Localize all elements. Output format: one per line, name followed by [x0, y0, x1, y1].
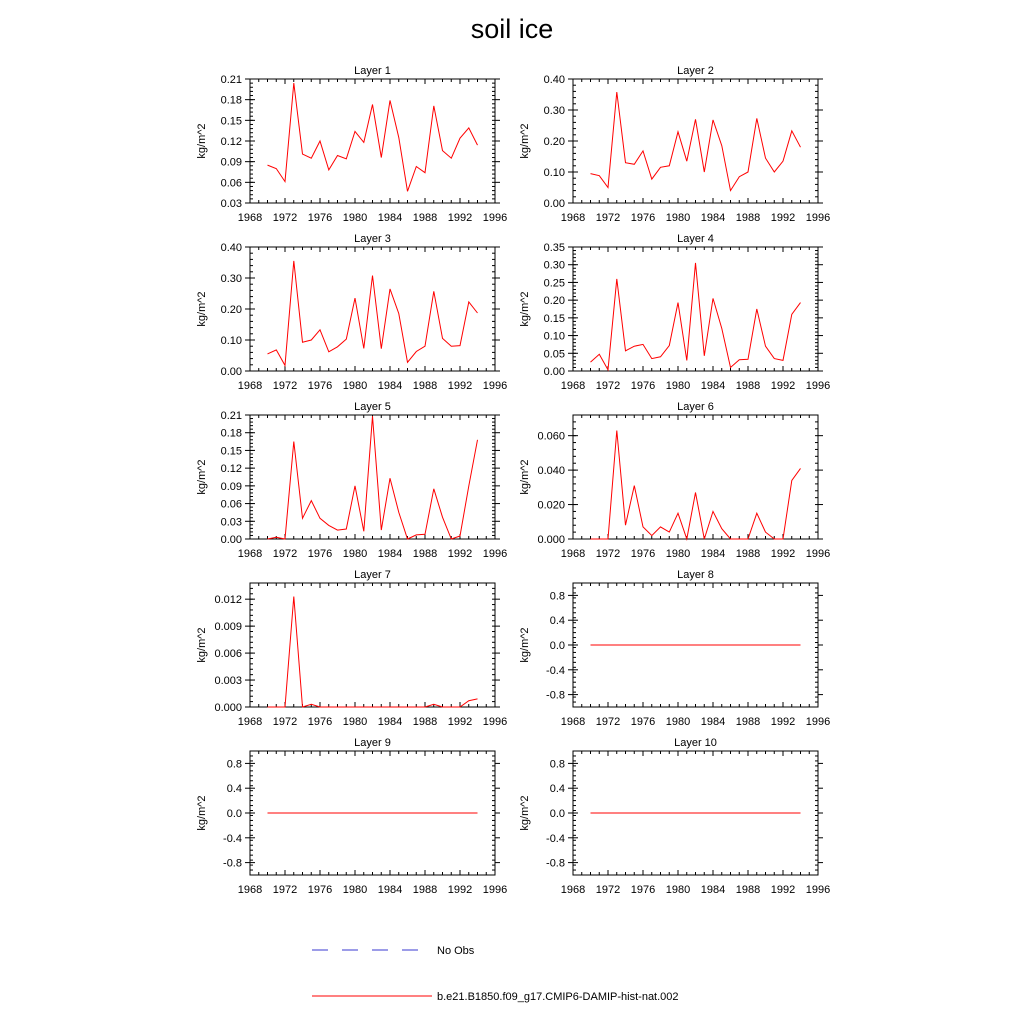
y-tick-label: 0.06 [220, 498, 242, 511]
y-tick-label: 0.8 [226, 758, 242, 771]
series-line [591, 92, 801, 191]
panel-title: Layer 4 [677, 233, 714, 245]
x-tick-label: 1992 [447, 212, 473, 224]
x-tick-label: 1980 [665, 380, 691, 392]
x-tick-label: 1988 [412, 884, 438, 896]
y-tick-label: 0.10 [220, 335, 242, 347]
x-tick-label: 1968 [237, 716, 263, 728]
panel-title: Layer 6 [677, 401, 714, 413]
x-tick-label: 1988 [735, 884, 761, 896]
x-tick-label: 1976 [630, 380, 656, 392]
x-tick-label: 1968 [560, 884, 586, 896]
series-line [268, 83, 478, 191]
x-tick-label: 1988 [735, 716, 761, 728]
x-tick-label: 1968 [560, 380, 586, 392]
y-tick-label: 0.0 [226, 808, 242, 820]
y-tick-label: 0.4 [549, 783, 565, 796]
y-axis-label: kg/m^2 [196, 459, 208, 495]
y-tick-label: 0.05 [543, 348, 565, 361]
y-tick-label: 0.03 [220, 516, 242, 529]
x-tick-label: 1968 [237, 212, 263, 224]
x-tick-label: 1972 [272, 716, 298, 728]
y-tick-label: 0.40 [543, 74, 565, 86]
plot-frame [573, 79, 818, 203]
x-tick-label: 1976 [307, 884, 333, 896]
panel-title: Layer 7 [354, 569, 391, 581]
x-tick-label: 1976 [307, 716, 333, 728]
y-tick-label: 0.003 [214, 675, 242, 688]
x-tick-label: 1976 [307, 212, 333, 224]
y-tick-label: 0.21 [220, 410, 242, 422]
panel-layer-5 [196, 401, 507, 560]
page-title: soil ice [470, 14, 554, 44]
x-tick-label: 1976 [630, 884, 656, 896]
panel-title: Layer 10 [674, 737, 717, 749]
x-tick-label: 1996 [805, 380, 831, 392]
x-tick-label: 1984 [700, 716, 726, 728]
y-tick-label: 0.000 [537, 534, 565, 546]
y-tick-label: -0.8 [546, 857, 565, 870]
panel-title: Layer 2 [677, 65, 714, 77]
x-tick-label: 1976 [630, 716, 656, 728]
y-tick-label: 0.00 [220, 534, 242, 546]
y-axis-label: kg/m^2 [519, 459, 531, 495]
y-tick-label: 0.06 [220, 177, 242, 190]
panel-layer-9 [196, 737, 507, 896]
y-tick-label: 0.000 [214, 702, 242, 714]
x-tick-label: 1988 [735, 380, 761, 392]
y-tick-label: 0.10 [543, 167, 565, 179]
y-tick-label: 0.18 [220, 94, 242, 107]
y-axis-label: kg/m^2 [196, 795, 208, 831]
series-line [268, 261, 478, 366]
x-tick-label: 1988 [735, 548, 761, 560]
y-tick-label: 0.03 [220, 198, 242, 210]
x-tick-label: 1992 [447, 884, 473, 896]
panel-layer-6 [519, 401, 830, 560]
x-tick-label: 1988 [412, 212, 438, 224]
panel-layer-10 [519, 737, 830, 896]
y-tick-label: 0.00 [543, 366, 565, 378]
y-tick-label: 0.15 [543, 312, 565, 325]
x-tick-label: 1996 [482, 716, 508, 728]
x-tick-label: 1984 [700, 380, 726, 392]
x-tick-label: 1988 [412, 716, 438, 728]
y-axis-label: kg/m^2 [519, 795, 531, 831]
y-tick-label: -0.8 [223, 857, 242, 870]
panel-title: Layer 1 [354, 65, 391, 77]
x-tick-label: 1968 [237, 548, 263, 560]
panel-layer-8 [519, 569, 830, 728]
x-tick-label: 1980 [665, 548, 691, 560]
y-tick-label: 0.009 [214, 621, 242, 634]
panel-layer-2 [519, 65, 830, 224]
y-tick-label: 0.4 [226, 783, 242, 796]
y-tick-label: 0.020 [537, 499, 565, 512]
series-line [591, 431, 801, 540]
y-tick-label: 0.8 [549, 590, 565, 603]
y-axis-label: kg/m^2 [196, 627, 208, 663]
x-tick-label: 1984 [377, 884, 403, 896]
panel-title: Layer 9 [354, 737, 391, 749]
x-tick-label: 1972 [272, 212, 298, 224]
x-tick-label: 1980 [342, 548, 368, 560]
x-tick-label: 1968 [560, 548, 586, 560]
x-tick-label: 1984 [377, 716, 403, 728]
x-tick-label: 1996 [482, 884, 508, 896]
x-tick-label: 1968 [560, 212, 586, 224]
x-tick-label: 1968 [237, 380, 263, 392]
y-tick-label: 0.21 [220, 74, 242, 86]
x-tick-label: 1996 [805, 548, 831, 560]
x-tick-label: 1984 [377, 380, 403, 392]
x-tick-label: 1992 [770, 884, 796, 896]
x-tick-label: 1980 [342, 212, 368, 224]
x-tick-label: 1980 [342, 380, 368, 392]
y-tick-label: 0.15 [220, 445, 242, 458]
series-line [268, 597, 478, 708]
y-tick-label: 0.40 [220, 242, 242, 254]
x-tick-label: 1988 [412, 380, 438, 392]
series-line [591, 263, 801, 370]
y-tick-label: 0.25 [543, 277, 565, 290]
y-axis-label: kg/m^2 [196, 291, 208, 327]
x-tick-label: 1992 [447, 716, 473, 728]
y-tick-label: -0.8 [546, 689, 565, 702]
x-tick-label: 1992 [447, 380, 473, 392]
y-tick-label: 0.15 [220, 115, 242, 128]
x-tick-label: 1984 [700, 884, 726, 896]
y-tick-label: 0.35 [543, 242, 565, 254]
x-tick-label: 1984 [700, 212, 726, 224]
x-tick-label: 1972 [595, 212, 621, 224]
y-tick-label: 0.20 [543, 136, 565, 148]
y-tick-label: 0.12 [220, 463, 242, 476]
y-tick-label: 0.0 [549, 640, 565, 652]
x-tick-label: 1980 [665, 212, 691, 224]
x-tick-label: 1972 [595, 380, 621, 392]
y-axis-label: kg/m^2 [519, 123, 531, 159]
panel-title: Layer 3 [354, 233, 391, 245]
y-tick-label: 0.20 [220, 304, 242, 316]
x-tick-label: 1980 [665, 716, 691, 728]
y-tick-label: -0.4 [223, 832, 242, 845]
y-tick-label: 0.30 [543, 105, 565, 117]
y-axis-label: kg/m^2 [519, 627, 531, 663]
x-tick-label: 1972 [595, 716, 621, 728]
plot-frame [250, 247, 495, 371]
x-tick-label: 1972 [595, 548, 621, 560]
x-tick-label: 1992 [770, 716, 796, 728]
y-axis-label: kg/m^2 [519, 291, 531, 327]
x-tick-label: 1992 [770, 548, 796, 560]
panel-title: Layer 5 [354, 401, 391, 413]
x-tick-label: 1984 [377, 212, 403, 224]
x-tick-label: 1996 [482, 548, 508, 560]
x-tick-label: 1968 [560, 716, 586, 728]
y-tick-label: -0.4 [546, 832, 565, 845]
series-line [268, 416, 478, 539]
x-tick-label: 1988 [412, 548, 438, 560]
x-tick-label: 1972 [595, 884, 621, 896]
x-tick-label: 1980 [665, 884, 691, 896]
y-tick-label: 0.18 [220, 427, 242, 440]
legend-label-model: b.e21.B1850.f09_g17.CMIP6-DAMIP-hist-nat.002 [437, 991, 679, 1003]
x-tick-label: 1984 [377, 548, 403, 560]
y-tick-label: 0.040 [537, 465, 565, 478]
legend-label-no-obs: No Obs [437, 945, 475, 957]
x-tick-label: 1996 [805, 212, 831, 224]
y-tick-label: 0.0 [549, 808, 565, 820]
y-tick-label: 0.09 [220, 156, 242, 169]
x-tick-label: 1992 [770, 212, 796, 224]
y-tick-label: 0.30 [220, 273, 242, 285]
x-tick-label: 1972 [272, 548, 298, 560]
x-tick-label: 1976 [307, 548, 333, 560]
y-tick-label: 0.30 [543, 259, 565, 272]
x-tick-label: 1984 [700, 548, 726, 560]
x-tick-label: 1980 [342, 716, 368, 728]
y-tick-label: 0.00 [543, 198, 565, 210]
x-tick-label: 1996 [482, 212, 508, 224]
x-tick-label: 1976 [307, 380, 333, 392]
panel-layer-4 [519, 233, 830, 392]
y-tick-label: 0.12 [220, 136, 242, 148]
x-tick-label: 1996 [805, 884, 831, 896]
x-tick-label: 1992 [770, 380, 796, 392]
x-tick-label: 1992 [447, 548, 473, 560]
x-tick-label: 1996 [482, 380, 508, 392]
panel-layer-7 [196, 569, 507, 728]
x-tick-label: 1976 [630, 212, 656, 224]
y-tick-label: 0.012 [214, 594, 242, 607]
y-tick-label: 0.006 [214, 648, 242, 661]
y-tick-label: 0.10 [543, 330, 565, 343]
y-tick-label: 0.20 [543, 295, 565, 308]
panel-title: Layer 8 [677, 569, 714, 581]
y-tick-label: 0.8 [549, 758, 565, 771]
y-tick-label: 0.060 [537, 430, 565, 443]
panel-layer-3 [196, 233, 507, 392]
x-tick-label: 1972 [272, 380, 298, 392]
y-tick-label: 0.09 [220, 480, 242, 493]
x-tick-label: 1980 [342, 884, 368, 896]
y-tick-label: 0.00 [220, 366, 242, 378]
y-tick-label: 0.4 [549, 615, 565, 628]
y-tick-label: -0.4 [546, 664, 565, 677]
y-axis-label: kg/m^2 [196, 123, 208, 159]
x-tick-label: 1976 [630, 548, 656, 560]
x-tick-label: 1972 [272, 884, 298, 896]
panel-layer-1 [196, 65, 507, 224]
x-tick-label: 1968 [237, 884, 263, 896]
x-tick-label: 1988 [735, 212, 761, 224]
x-tick-label: 1996 [805, 716, 831, 728]
